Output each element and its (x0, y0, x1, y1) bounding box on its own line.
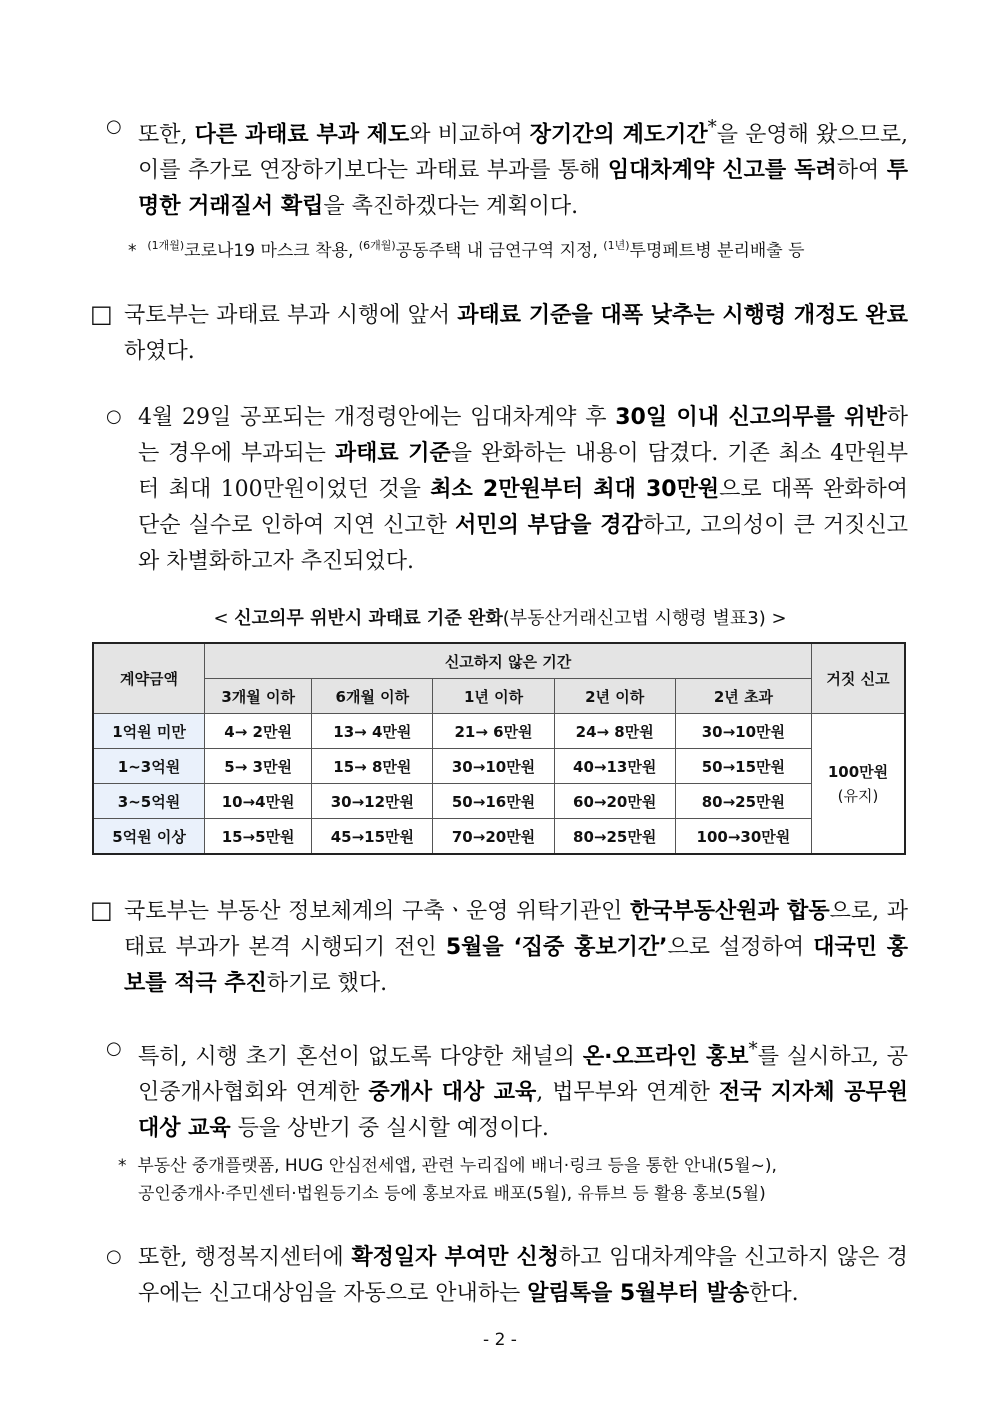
paragraph-penalty-relief: 4월 29일 공포되는 개정령안에는 임대차계약 후 30일 이내 신고의무를 위반하는 경우에 부과되는 과태료 기준을 완화하는 내용이 담겼다. 기존 최소 4만원부터 최대 100만원이었던 것을 최소 2만원부터 최대 30만원으로 대폭 완화하여 단순 실수로 인하여 지연 신고한 서민의 부담을 경감하고, 고의성이 큰 거짓신고와 차별화하고자 추진되었다. (138, 405, 908, 574)
table-cell: 24→ 8만원 (554, 714, 675, 749)
table-cell: 13→ 4만원 (312, 714, 433, 749)
footnote-line: 공인중개사·주민센터·법원등기소 등에 홍보자료 배포(5월), 유튜브 등 활용 홍보(5월) (138, 1184, 766, 1204)
footnote-grace-periods: * $^{(1개월)}$코로나19 마스크 착용, $^{(6개월)}$공동주택 내 금연구역 지정, $^{(1년)}$투명페트병 분리배출 등 (128, 239, 805, 261)
table-row (93, 784, 905, 819)
subheader-period: 6개월 이하 (312, 679, 433, 714)
table-cell: 5→ 3만원 (205, 749, 312, 784)
table-cell: 15→5만원 (205, 819, 312, 855)
table-cell: 70→20만원 (433, 819, 554, 855)
table-cell: 80→25만원 (675, 784, 811, 819)
table-cell: 80→25만원 (554, 819, 675, 855)
page-number: - 2 - (483, 1330, 517, 1350)
table-cell: 15→ 8만원 (312, 749, 433, 784)
bullet-circle-marker: ○ (106, 1038, 122, 1059)
bullet-circle-marker: ○ (106, 1246, 122, 1267)
table-cell: 45→15만원 (312, 819, 433, 855)
header-false-report: 거짓 신고 (812, 643, 906, 714)
paragraph-education-plan: 특히, 시행 초기 혼선이 없도록 다양한 채널의 온·오프라인 홍보*를 실시하고, 공인중개사협회와 연계한 중개사 대상 교육, 법무부와 연계한 전국 지자체 공무원 대상 교육 등을 상반기 중 실시할 예정이다. (138, 1039, 908, 1142)
subheader-period: 2년 이하 (554, 679, 675, 714)
subheader-period: 1년 이하 (433, 679, 554, 714)
footnote-line: * 부동산 중개플랫폼, HUG 안심전세앱, 관련 누리집에 배너·링크 등을 통한 안내(5월~), (118, 1156, 777, 1176)
table-cell: 50→16만원 (433, 784, 554, 819)
table-row (93, 714, 905, 749)
table-cell: 30→12만원 (312, 784, 433, 819)
row-label: 5억원 이상 (93, 819, 205, 855)
table-cell: 100→30만원 (675, 819, 811, 855)
paragraph-decree-revision: 국토부는 과태료 부과 시행에 앞서 과태료 기준을 대폭 낮추는 시행령 개정도 완료하였다. (124, 303, 908, 364)
bullet-square-marker: □ (90, 300, 113, 328)
table-caption: < 신고의무 위반시 과태료 기준 완화(부동산거래신고법 시행령 별표3) > (213, 608, 787, 629)
subheader-period: 2년 초과 (675, 679, 811, 714)
false-report-note: (유지) (837, 786, 879, 805)
row-label: 1~3억원 (93, 749, 205, 784)
table-row (93, 749, 905, 784)
paragraph-promotion-period: 국토부는 부동산 정보체계의 구축ㆍ운영 위탁기관인 한국부동산원과 합동으로, 과태료 부과가 본격 시행되기 전인 5월을 ‘집중 홍보기간’으로 설정하여 대국민 홍보를 적극 추진하기로 했다. (124, 899, 909, 996)
table-cell: 21→ 6만원 (433, 714, 554, 749)
row-label: 3~5억원 (93, 784, 205, 819)
penalty-standard-table (92, 642, 906, 855)
false-report-value: 100만원 (827, 762, 889, 781)
table-cell: 40→13만원 (554, 749, 675, 784)
subheader-period: 3개월 이하 (205, 679, 312, 714)
bullet-square-marker: □ (90, 896, 113, 924)
table-row (93, 819, 905, 855)
table-cell: 60→20만원 (554, 784, 675, 819)
bullet-circle-marker: ○ (106, 406, 122, 427)
table-cell: 4→ 2만원 (205, 714, 312, 749)
header-contract-amount: 계약금액 (93, 643, 205, 714)
paragraph-alimtalk-notice: 또한, 행정복지센터에 확정일자 부여만 신청하고 임대차계약을 신고하지 않은 경우에는 신고대상임을 자동으로 안내하는 알림톡을 5월부터 발송한다. (138, 1245, 908, 1306)
table-cell: 50→15만원 (675, 749, 811, 784)
table-cell: 30→10만원 (675, 714, 811, 749)
footnote-promotion-channels (118, 1152, 918, 1208)
header-unreported-period: 신고하지 않은 기간 (205, 643, 812, 679)
bullet-circle-marker: ○ (106, 116, 122, 137)
row-label: 1억원 미만 (93, 714, 205, 749)
false-report-penalty-cell (812, 714, 906, 855)
table-cell: 30→10만원 (433, 749, 554, 784)
paragraph-grace-period: 또한, 다른 과태료 부과 제도와 비교하여 장기간의 계도기간*을 운영해 왔으므로, 이를 추가로 연장하기보다는 과태료 부과를 통해 임대차계약 신고를 독려하여 투명한 거래질서 확립을 촉진하겠다는 계획이다. (138, 117, 909, 220)
table-cell: 10→4만원 (205, 784, 312, 819)
